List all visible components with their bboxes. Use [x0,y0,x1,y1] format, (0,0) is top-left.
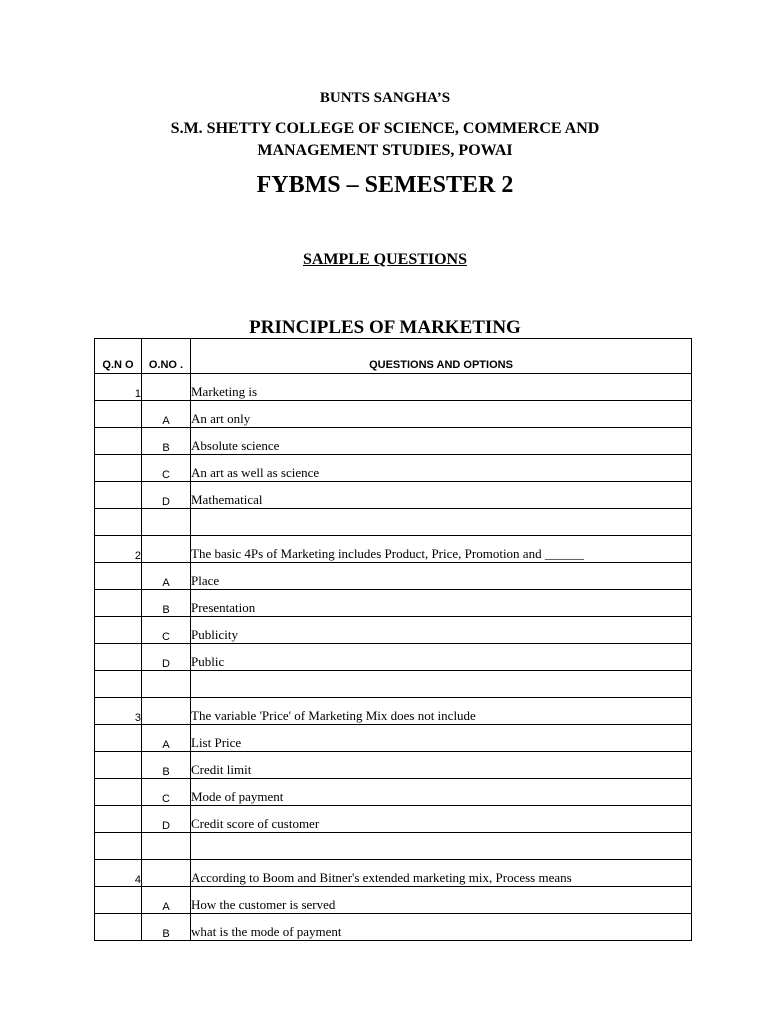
question-row [95,698,692,725]
questions-table [94,338,692,941]
question-number-cell [95,671,142,698]
option-row [95,401,692,428]
option-row [95,455,692,482]
option-letter-cell [142,671,191,698]
header-questions-and-options: QUESTIONS AND OPTIONS [191,339,692,374]
question-number-cell [95,590,142,617]
option-letter-cell: A [142,563,191,590]
option-text-cell: Publicity [191,617,692,644]
option-text-cell: Credit limit [191,752,692,779]
header-option-number: O.NO . [142,339,191,374]
question-number-cell [95,455,142,482]
option-letter-cell: C [142,617,191,644]
spacer-row [95,833,692,860]
question-number-cell [95,779,142,806]
option-letter-cell [142,833,191,860]
question-text-cell: According to Boom and Bitner's extended marketing mix, Process means [191,860,692,887]
question-number-cell [95,617,142,644]
question-text-cell: The basic 4Ps of Marketing includes Product, Price, Promotion and ______ [191,536,692,563]
college-name-line-1: S.M. SHETTY COLLEGE OF SCIENCE, COMMERCE AND [170,120,600,137]
question-number-cell [95,887,142,914]
spacer-row [95,509,692,536]
option-letter-cell: C [142,779,191,806]
college-name-line-2: MANAGEMENT STUDIES, POWAI [257,142,513,159]
option-letter-cell [142,698,191,725]
option-text-cell: How the customer is served [191,887,692,914]
option-letter-cell: B [142,752,191,779]
option-text-cell: what is the mode of payment [191,914,692,941]
option-text-cell [191,833,692,860]
option-text-cell: Mathematical [191,482,692,509]
option-letter-cell: D [142,806,191,833]
option-row [95,779,692,806]
option-text-cell: List Price [191,725,692,752]
option-text-cell: Mode of payment [191,779,692,806]
question-number-cell [95,914,142,941]
question-number-cell [95,401,142,428]
option-row [95,914,692,941]
header-question-number: Q.N O [95,339,142,374]
option-row [95,563,692,590]
question-row [95,536,692,563]
question-number-cell [95,725,142,752]
option-letter-cell: A [142,887,191,914]
option-row [95,887,692,914]
option-row [95,725,692,752]
institution-name: BUNTS SANGHA’S [319,90,451,106]
question-row [95,860,692,887]
question-text-cell: Marketing is [191,374,692,401]
subject-heading: PRINCIPLES OF MARKETING [249,317,521,338]
option-letter-cell: D [142,644,191,671]
section-heading: SAMPLE QUESTIONS [302,251,468,268]
question-text-cell: The variable 'Price' of Marketing Mix does not include [191,698,692,725]
option-text-cell [191,509,692,536]
option-letter-cell: B [142,914,191,941]
option-letter-cell [142,509,191,536]
option-letter-cell: B [142,428,191,455]
table-header-row [95,339,692,374]
question-number-cell [95,833,142,860]
question-number-cell [95,509,142,536]
question-number-cell [95,428,142,455]
option-text-cell: Absolute science [191,428,692,455]
option-text-cell: Place [191,563,692,590]
option-letter-cell [142,536,191,563]
option-letter-cell [142,374,191,401]
option-row [95,644,692,671]
page-title: FYBMS – SEMESTER 2 [256,172,514,198]
option-row [95,482,692,509]
option-row [95,806,692,833]
question-number-cell: 3 [95,698,142,725]
question-number-cell [95,644,142,671]
option-row [95,428,692,455]
option-letter-cell: A [142,725,191,752]
question-number-cell [95,482,142,509]
option-text-cell [191,671,692,698]
question-row [95,374,692,401]
question-number-cell: 1 [95,374,142,401]
option-letter-cell: D [142,482,191,509]
option-text-cell: An art only [191,401,692,428]
option-row [95,752,692,779]
option-row [95,590,692,617]
option-letter-cell: A [142,401,191,428]
option-text-cell: Credit score of customer [191,806,692,833]
option-letter-cell [142,860,191,887]
question-number-cell: 2 [95,536,142,563]
question-number-cell [95,806,142,833]
option-text-cell: Presentation [191,590,692,617]
option-text-cell: Public [191,644,692,671]
question-number-cell: 4 [95,860,142,887]
option-letter-cell: B [142,590,191,617]
question-number-cell [95,752,142,779]
option-row [95,617,692,644]
spacer-row [95,671,692,698]
option-letter-cell: C [142,455,191,482]
question-number-cell [95,563,142,590]
option-text-cell: An art as well as science [191,455,692,482]
